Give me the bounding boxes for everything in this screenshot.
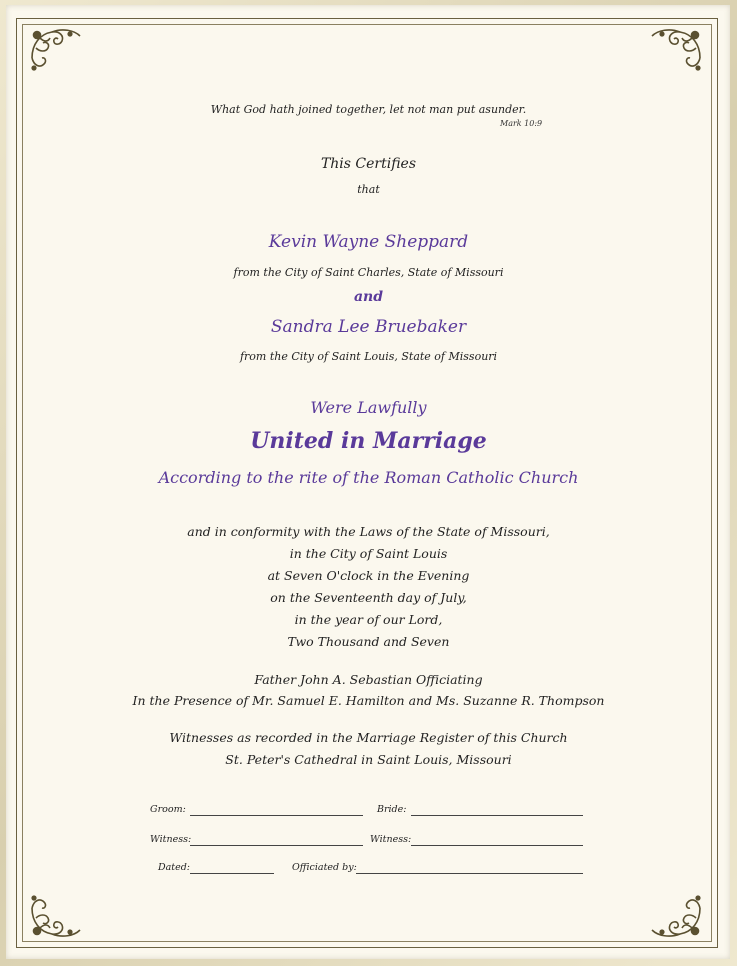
and-conjunction: and <box>353 289 384 305</box>
rite-text: According to the rite of the Roman Catholic Church <box>158 468 579 487</box>
witness-label: Witness: <box>150 834 192 845</box>
detail-line: Two Thousand and Seven <box>287 634 450 649</box>
officiated-by-label: Officiated by: <box>292 862 357 873</box>
officiant-line: Father John A. Sebastian Officiating <box>254 672 483 687</box>
dated-label: Dated: <box>158 862 191 873</box>
bride-label: Bride: <box>377 804 407 815</box>
date-line[interactable] <box>190 873 274 874</box>
witness-signature-line[interactable] <box>190 845 363 846</box>
that-text: that <box>357 183 380 196</box>
witness-note: Witnesses as recorded in the Marriage Register of this Church <box>169 730 568 745</box>
church-location: St. Peter's Cathedral in Saint Louis, Missouri <box>225 752 512 767</box>
presence-line: In the Presence of Mr. Samuel E. Hamilton and Ms. Suzanne R. Thompson <box>132 693 605 708</box>
united-in-marriage-heading: United in Marriage <box>250 428 487 454</box>
verse-reference: Mark 10:9 <box>500 119 543 128</box>
groom-origin: from the City of Saint Charles, State of Missouri <box>233 266 504 279</box>
officiated-by-line[interactable] <box>356 873 583 874</box>
corner-ornament-icon <box>26 880 88 942</box>
bride-origin: from the City of Saint Louis, State of Missouri <box>239 350 498 363</box>
detail-line: and in conformity with the Laws of the State of Missouri, <box>187 524 550 539</box>
bride-name: Sandra Lee Bruebaker <box>270 317 467 337</box>
witness-signature-line[interactable] <box>411 845 583 846</box>
corner-ornament-icon <box>644 880 706 942</box>
certifies-heading: This Certifies <box>320 156 417 172</box>
bride-signature-line[interactable] <box>411 815 583 816</box>
detail-line: in the City of Saint Louis <box>289 546 448 561</box>
detail-line: at Seven O'clock in the Evening <box>267 568 470 583</box>
scripture-verse: What God hath joined together, let not man put asunder. <box>210 103 527 116</box>
detail-line: on the Seventeenth day of July, <box>270 590 467 605</box>
corner-ornament-icon <box>644 24 706 86</box>
witness-label: Witness: <box>370 834 412 845</box>
detail-line: in the year of our Lord, <box>294 612 443 627</box>
corner-ornament-icon <box>26 24 88 86</box>
groom-signature-line[interactable] <box>190 815 363 816</box>
were-lawfully-text: Were Lawfully <box>310 398 427 417</box>
groom-name: Kevin Wayne Sheppard <box>268 232 469 252</box>
groom-label: Groom: <box>150 804 186 815</box>
